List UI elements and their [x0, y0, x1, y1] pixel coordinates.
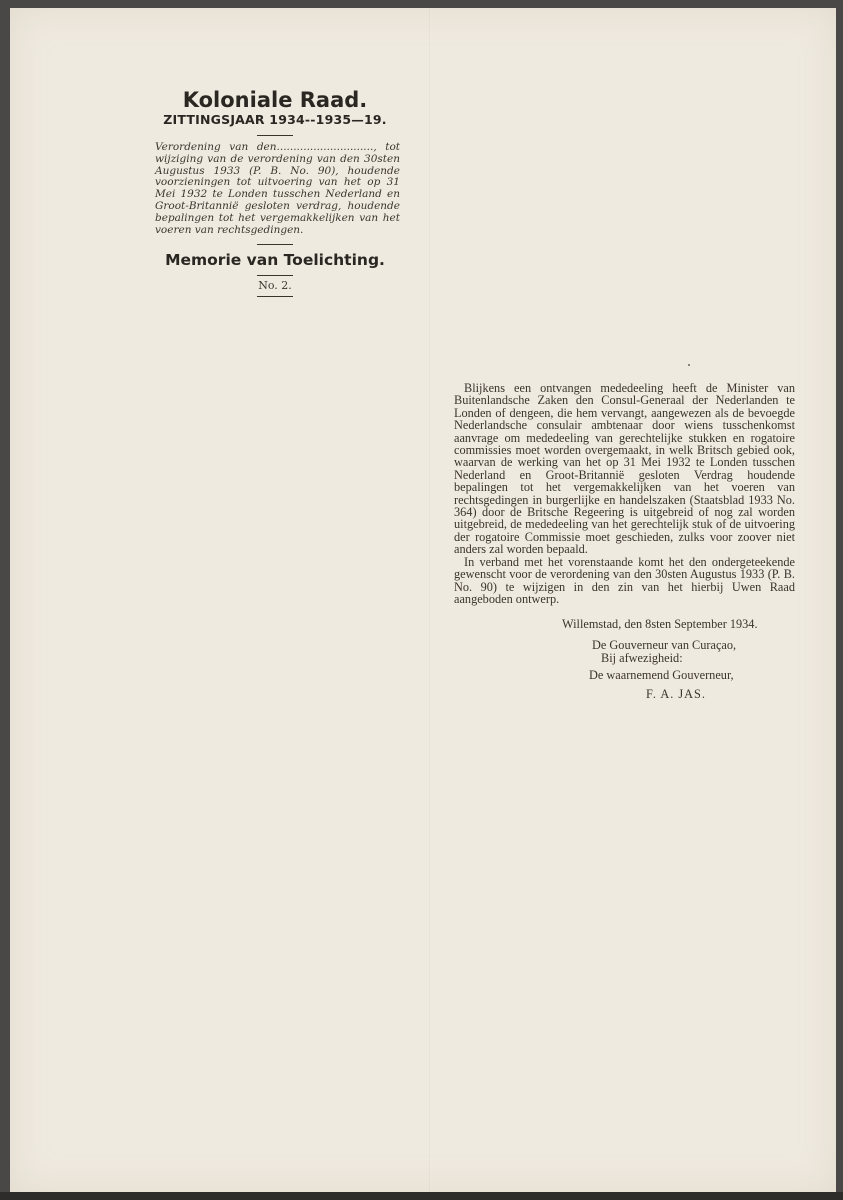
- body-paragraph-1: Blijkens een ontvangen mededeeling heeft de Minister van Buitenlandsche Zaken den Consul-Generaal der Nederlanden te Londen of dengeen, die hem vervangt, aangewezen als de bevoegde Nederlandsche consulair ambtenaar door wiens tusschenkomst aanvrage om mededeeling van gerechtelijke stukken en rogatoire commissies moet worden overgemaakt, in welk Britsch gebied ook, waarvan de werking van het op 31 Mei 1932 te Londen tusschen Nederland en Groot-Britannië gesloten Verdrag houdende bepalingen tot het vergemakkelijken van het voeren van rechtsgedingen in burgerlijke en handelszaken (Staatsblad 1933 No. 364) door de Britsche Regeering is uitgebreid of nog zal worden uitgebreid, de mededeeling van het gerechtelijk stuk of de uitvoering der rogatoire Commissie moet geschieden, zulks voor zoover niet anders zal worden bepaald.: [454, 381, 795, 557]
- closing-block: [454, 616, 795, 702]
- document-header: [140, 88, 410, 297]
- page-fold: [429, 8, 431, 1192]
- document-page: [10, 8, 836, 1192]
- document-number: No. 2.: [258, 279, 292, 293]
- council-title: Koloniale Raad.: [182, 88, 368, 112]
- place-date: Willemstad, den 8sten September 1934.: [562, 617, 758, 632]
- ordinance-subject: Verordening van den............................., tot wijziging van de verordening van den 30sten Augustus 1933 (P. B. No. 90), houdende voorzieningen tot uitvoering van het op 31 Mei 1932 te Londen tusschen Nederland en Groot-Britannië gesloten verdrag, houdende bepalingen tot het vergemakkelijken van het voeren van rechtsgedingen.: [155, 141, 400, 236]
- scan-background-edge: [0, 1192, 843, 1200]
- session-year: ZITTINGSJAAR 1934--1935—19.: [163, 112, 387, 127]
- body-paragraph-2: In verband met het vorenstaande komt het den ondergeteekende gewenscht voor de verordening van den 30sten Augustus 1933 (P. B. No. 90) te wijzigen in den zin van het hierbij Uwen Raad aangeboden ontwerp.: [454, 554, 795, 606]
- memorie-divider: [257, 275, 293, 276]
- ink-speck: [688, 364, 690, 366]
- header-divider: [257, 135, 293, 136]
- governor-line: De Gouverneur van Curaçao,: [592, 638, 737, 653]
- absence-line: Bij afwezigheid:: [601, 651, 683, 666]
- number-divider: [257, 296, 293, 297]
- memorie-heading: Memorie van Toelichting.: [165, 251, 385, 270]
- acting-governor-line: De waarnemend Gouverneur,: [589, 668, 734, 683]
- subject-divider: [257, 244, 293, 245]
- explanation-body: [454, 382, 795, 702]
- signatory-name: F. A. JAS.: [646, 687, 706, 702]
